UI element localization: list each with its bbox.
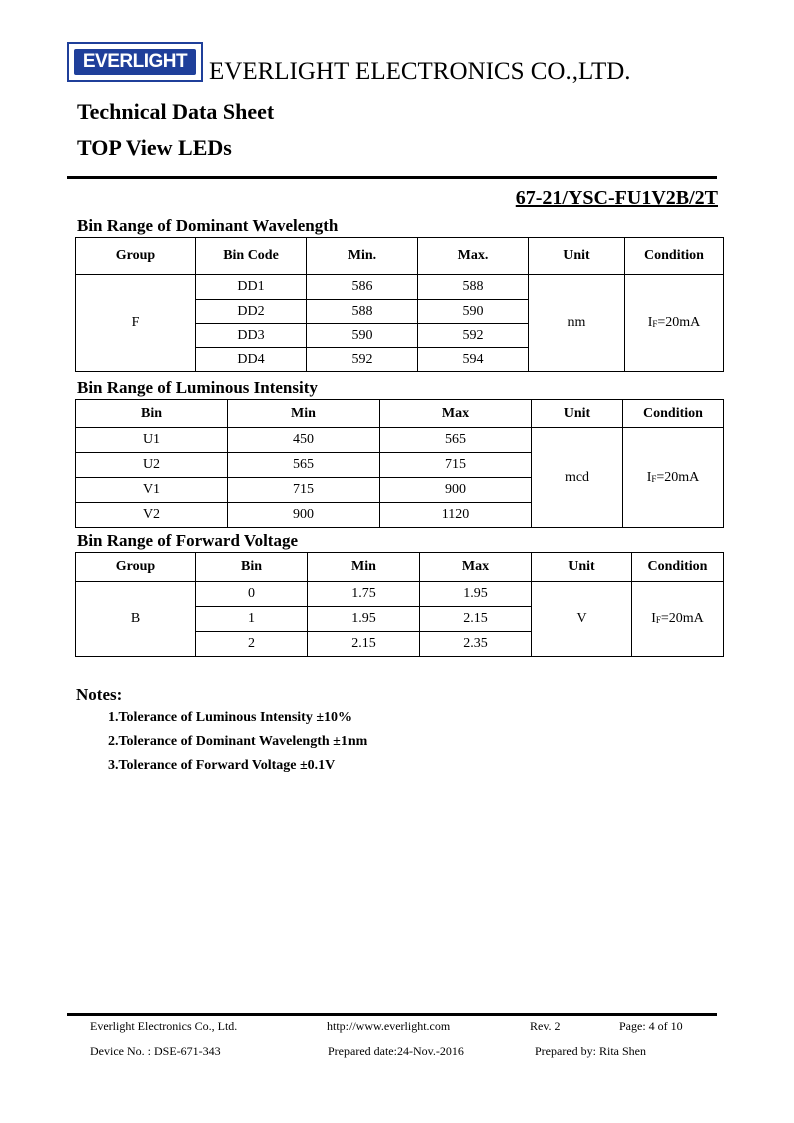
condition-subscript: F	[652, 319, 658, 329]
min-cell: 586	[307, 275, 418, 300]
max-cell: 715	[380, 453, 532, 478]
min-cell: 450	[228, 428, 380, 453]
group-cell: B	[76, 582, 196, 657]
max-cell: 565	[380, 428, 532, 453]
condition-prefix: I	[647, 315, 653, 330]
footer-rule	[67, 1013, 717, 1016]
luminous-intensity-title: Bin Range of Luminous Intensity	[77, 378, 318, 397]
bin-cell: 2	[196, 632, 308, 657]
max-cell: 594	[418, 348, 529, 372]
bin-cell: V2	[76, 503, 228, 528]
footer-url[interactable]: http://www.everlight.com	[327, 1019, 451, 1033]
note-item: 1.Tolerance of Luminous Intensity ±10%	[108, 710, 353, 725]
forward-voltage-table	[75, 552, 724, 657]
condition-cell	[623, 428, 724, 528]
min-cell: 592	[307, 348, 418, 372]
header-cell: Bin Code	[196, 238, 307, 275]
max-cell: 590	[418, 300, 529, 324]
condition-value: =20mA	[657, 315, 701, 330]
header-cell: Bin	[196, 553, 308, 582]
everlight-logo	[67, 42, 203, 82]
footer-device-no: Device No. : DSE-671-343	[90, 1044, 221, 1058]
min-cell: 588	[307, 300, 418, 324]
header-cell: Group	[76, 238, 196, 275]
max-cell: 2.35	[420, 632, 532, 657]
unit-cell: nm	[529, 275, 625, 372]
logo-text: EVERLIGHT	[74, 49, 196, 75]
max-cell: 900	[380, 478, 532, 503]
luminous-intensity-table	[75, 399, 724, 528]
min-cell: 1.75	[308, 582, 420, 607]
bin-cell: 0	[196, 582, 308, 607]
bin-cell: DD1	[196, 275, 307, 300]
min-cell: 2.15	[308, 632, 420, 657]
bin-cell: U2	[76, 453, 228, 478]
header-rule	[67, 176, 717, 179]
header-cell: Condition	[632, 553, 724, 582]
header-cell: Max	[380, 400, 532, 428]
max-cell: 1120	[380, 503, 532, 528]
footer-prepared-by: Prepared by: Rita Shen	[535, 1044, 646, 1058]
bin-cell: U1	[76, 428, 228, 453]
condition-value: =20mA	[660, 611, 704, 626]
notes-title: Notes:	[76, 685, 123, 704]
bin-cell: DD2	[196, 300, 307, 324]
condition-value: =20mA	[656, 469, 700, 485]
unit-cell: V	[532, 582, 632, 657]
dominant-wavelength-title: Bin Range of Dominant Wavelength	[77, 216, 339, 235]
table-row	[76, 582, 724, 607]
header-cell: Condition	[623, 400, 724, 428]
min-cell: 590	[307, 324, 418, 348]
max-cell: 592	[418, 324, 529, 348]
header-cell: Bin	[76, 400, 228, 428]
table-row	[76, 428, 724, 453]
condition-cell	[632, 582, 724, 657]
unit-cell: mcd	[532, 428, 623, 528]
header-cell: Max.	[418, 238, 529, 275]
min-cell: 565	[228, 453, 380, 478]
header-cell: Max	[420, 553, 532, 582]
group-cell: F	[76, 275, 196, 372]
header-cell: Unit	[529, 238, 625, 275]
bin-cell: DD4	[196, 348, 307, 372]
header-cell: Group	[76, 553, 196, 582]
header-cell: Min	[308, 553, 420, 582]
footer-prepared-date: Prepared date:24-Nov.-2016	[328, 1044, 464, 1058]
part-number: 67-21/YSC-FU1V2B/2T	[515, 187, 718, 209]
table-header-row	[76, 400, 724, 428]
table-row	[76, 275, 724, 300]
min-cell: 1.95	[308, 607, 420, 632]
header-cell: Condition	[625, 238, 724, 275]
dominant-wavelength-table	[75, 237, 724, 372]
doc-title: Technical Data Sheet	[77, 99, 275, 124]
note-item: 3.Tolerance of Forward Voltage ±0.1V	[108, 758, 336, 773]
condition-prefix: I	[651, 611, 656, 626]
min-cell: 715	[228, 478, 380, 503]
note-item: 2.Tolerance of Dominant Wavelength ±1nm	[108, 734, 368, 749]
table-header-row	[76, 238, 724, 275]
footer-rev: Rev. 2	[530, 1019, 561, 1033]
max-cell: 2.15	[420, 607, 532, 632]
table-header-row	[76, 553, 724, 582]
max-cell: 588	[418, 275, 529, 300]
header-cell: Unit	[532, 553, 632, 582]
max-cell: 1.95	[420, 582, 532, 607]
company-name: EVERLIGHT ELECTRONICS CO.,LTD.	[209, 58, 631, 85]
min-cell: 900	[228, 503, 380, 528]
doc-subtitle: TOP View LEDs	[77, 135, 232, 160]
header-cell: Min	[228, 400, 380, 428]
footer-company: Everlight Electronics Co., Ltd.	[90, 1019, 238, 1033]
bin-cell: 1	[196, 607, 308, 632]
condition-subscript: F	[651, 473, 657, 484]
header-cell: Unit	[532, 400, 623, 428]
header-cell: Min.	[307, 238, 418, 275]
footer-page: Page: 4 of 10	[619, 1019, 683, 1033]
bin-cell: DD3	[196, 324, 307, 348]
forward-voltage-title: Bin Range of Forward Voltage	[77, 531, 298, 550]
condition-prefix: I	[646, 469, 652, 485]
condition-cell	[625, 275, 724, 372]
condition-subscript: F	[655, 615, 661, 625]
bin-cell: V1	[76, 478, 228, 503]
